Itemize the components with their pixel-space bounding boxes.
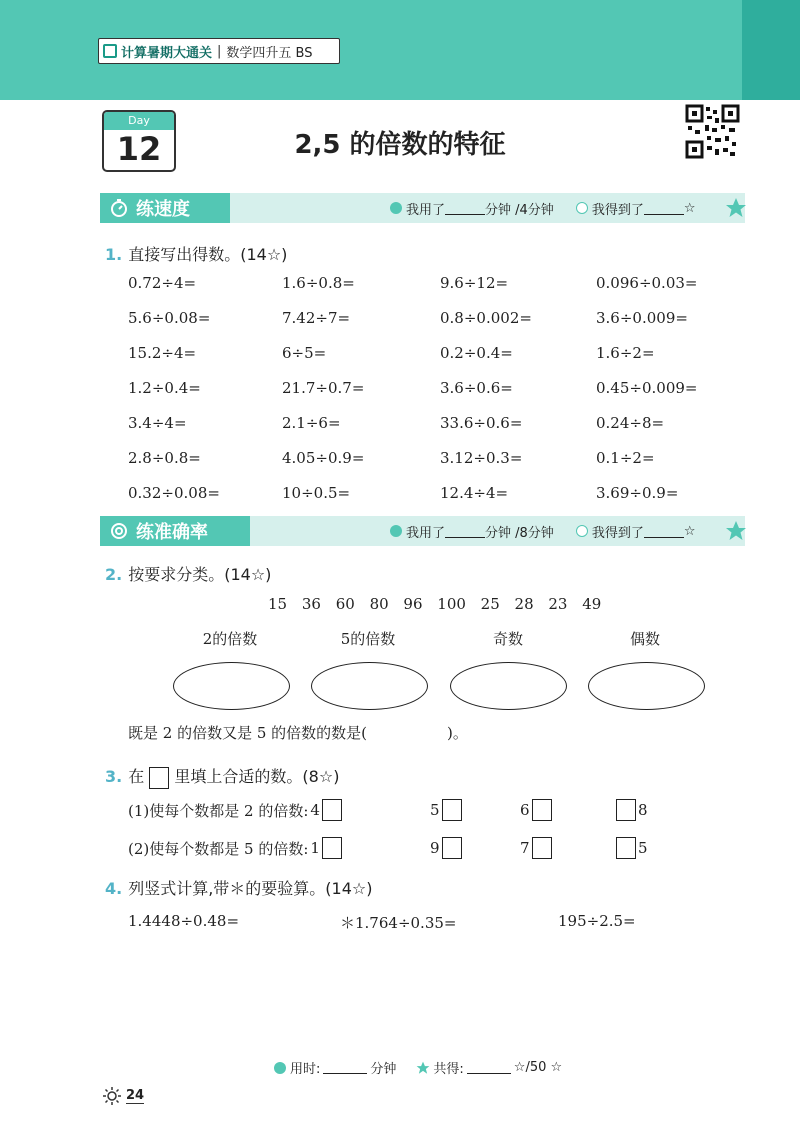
time-blank[interactable] bbox=[323, 1061, 367, 1074]
page-number bbox=[102, 1086, 144, 1106]
category-label: 2的倍数 bbox=[202, 630, 258, 648]
total-prefix: 共得: bbox=[433, 1062, 464, 1077]
calc-item: 9.6÷12= bbox=[440, 274, 509, 292]
got-suffix: ☆ bbox=[683, 523, 696, 539]
q2-title bbox=[105, 562, 271, 585]
got-prefix: 我得到了 bbox=[591, 525, 644, 541]
star-icon bbox=[725, 520, 747, 542]
series-name: 计算暑期大通关 bbox=[121, 45, 213, 61]
section-accuracy-label: 练准确率 bbox=[136, 522, 208, 543]
calc-item: 0.8÷0.002= bbox=[440, 309, 532, 327]
digit: 4 bbox=[310, 801, 320, 819]
calc-row bbox=[128, 375, 728, 410]
calc-item: 0.24÷8= bbox=[596, 414, 665, 432]
check-icon bbox=[576, 525, 588, 537]
calc-row bbox=[128, 445, 728, 480]
day-number: 12 bbox=[116, 130, 162, 168]
calc-item: 4.05÷0.9= bbox=[282, 449, 365, 467]
answer-box[interactable] bbox=[532, 837, 552, 859]
calc-item: 0.72÷4= bbox=[128, 274, 197, 292]
calc-row bbox=[128, 305, 728, 340]
calc-row bbox=[128, 410, 728, 445]
calc-item: 0.45÷0.009= bbox=[596, 379, 698, 397]
day-badge bbox=[102, 110, 176, 172]
vertical-calc-item: 195÷2.5= bbox=[558, 912, 636, 930]
score-blank[interactable] bbox=[644, 202, 684, 215]
used-prefix: 我用了 bbox=[406, 202, 446, 218]
page-title: 2,5 的倍数的特征 bbox=[294, 130, 506, 160]
q3-row2 bbox=[128, 837, 748, 865]
answer-box[interactable] bbox=[442, 799, 462, 821]
time-blank[interactable] bbox=[445, 525, 485, 538]
star-icon bbox=[416, 1061, 430, 1075]
time-suffix: 分钟 bbox=[370, 1062, 397, 1077]
answer-ellipse[interactable] bbox=[588, 662, 705, 710]
total-suffix: ☆/50 ☆ bbox=[513, 1060, 563, 1075]
total-blank[interactable] bbox=[467, 1061, 511, 1074]
vertical-calc-item: ＊1.764÷0.35= bbox=[340, 914, 457, 932]
row2-label: (2)使每个数都是 5 的倍数: bbox=[128, 839, 309, 858]
q2-both-line bbox=[128, 722, 468, 743]
digit: 7 bbox=[520, 839, 530, 857]
stopwatch-icon bbox=[110, 199, 128, 217]
calc-item: 21.7÷0.7= bbox=[282, 379, 365, 397]
q3-row1 bbox=[128, 799, 748, 827]
digit: 1 bbox=[310, 839, 320, 857]
digit: 9 bbox=[430, 839, 440, 857]
calc-item: 1.2÷0.4= bbox=[128, 379, 201, 397]
time-prefix: 用时: bbox=[290, 1062, 321, 1077]
calc-item: 0.32÷0.08= bbox=[128, 484, 220, 502]
separator: | bbox=[217, 43, 222, 59]
calc-item: 0.1÷2= bbox=[596, 449, 655, 467]
row1-label: (1)使每个数都是 2 的倍数: bbox=[128, 801, 309, 820]
calc-item: 1.6÷0.8= bbox=[282, 274, 355, 292]
q1-calc-grid bbox=[128, 270, 728, 515]
q1-title bbox=[105, 242, 287, 265]
star-icon bbox=[725, 197, 747, 219]
calc-item: 2.8÷0.8= bbox=[128, 449, 201, 467]
calc-item: 5.6÷0.08= bbox=[128, 309, 211, 327]
calc-item: 3.12÷0.3= bbox=[440, 449, 523, 467]
got-suffix: ☆ bbox=[683, 200, 696, 216]
page-number-text: 24 bbox=[126, 1088, 145, 1103]
answer-ellipse[interactable] bbox=[311, 662, 428, 710]
calc-item: 1.6÷2= bbox=[596, 344, 655, 362]
q2-number: 2. bbox=[105, 565, 123, 584]
digit: 5 bbox=[430, 801, 440, 819]
grade-label: 数学四升五 BS bbox=[226, 45, 313, 61]
q1-text: 直接写出得数。(14☆) bbox=[128, 245, 288, 264]
fill-cell bbox=[520, 799, 552, 821]
check-icon bbox=[576, 202, 588, 214]
calc-row bbox=[128, 270, 728, 305]
clock-icon bbox=[273, 1061, 287, 1075]
q4-title bbox=[105, 876, 373, 899]
category-label: 奇数 bbox=[492, 630, 523, 648]
calc-row bbox=[128, 340, 728, 375]
clock-icon bbox=[390, 202, 402, 214]
answer-box[interactable] bbox=[532, 799, 552, 821]
box-icon bbox=[149, 767, 169, 789]
fill-cell bbox=[430, 799, 462, 821]
calc-item: 7.42÷7= bbox=[282, 309, 351, 327]
both-suffix: )。 bbox=[447, 724, 468, 742]
used-suffix: 分钟 /8分钟 bbox=[485, 525, 554, 541]
section-accuracy-tab bbox=[100, 516, 250, 546]
section-speed-label: 练速度 bbox=[136, 199, 190, 220]
series-label bbox=[98, 38, 340, 64]
q4-text: 列竖式计算,带＊的要验算。(14☆) bbox=[128, 879, 373, 898]
digit: 8 bbox=[638, 801, 648, 819]
calc-item: 3.4÷4= bbox=[128, 414, 187, 432]
answer-ellipse[interactable] bbox=[173, 662, 290, 710]
section-accuracy-bar bbox=[100, 516, 745, 546]
section-speed-bar bbox=[100, 193, 745, 223]
both-prefix: 既是 2 的倍数又是 5 的倍数的数是( bbox=[128, 724, 368, 742]
section-accuracy-info bbox=[390, 516, 695, 546]
fill-cell bbox=[128, 837, 342, 859]
calc-item: 10÷0.5= bbox=[282, 484, 351, 502]
category-label: 5的倍数 bbox=[340, 630, 396, 648]
fill-cell bbox=[430, 837, 462, 859]
q3-title bbox=[105, 764, 339, 789]
q3-text-before: 在 bbox=[128, 767, 145, 786]
answer-box[interactable] bbox=[616, 837, 636, 859]
calc-item: 12.4÷4= bbox=[440, 484, 509, 502]
calc-item: 15.2÷4= bbox=[128, 344, 197, 362]
calc-item: 6÷5= bbox=[282, 344, 327, 362]
qr-code-icon[interactable] bbox=[685, 104, 740, 159]
footer-summary bbox=[273, 1058, 562, 1077]
target-icon bbox=[110, 522, 128, 540]
score-blank[interactable] bbox=[644, 525, 684, 538]
section-speed-tab bbox=[100, 193, 230, 223]
q2-number-list: 15 36 60 80 96 100 25 28 23 49 bbox=[268, 595, 602, 613]
answer-ellipse[interactable] bbox=[450, 662, 567, 710]
q4-number: 4. bbox=[105, 879, 123, 898]
answer-box[interactable] bbox=[322, 837, 342, 859]
calc-item: 0.2÷0.4= bbox=[440, 344, 513, 362]
calc-item: 3.6÷0.009= bbox=[596, 309, 688, 327]
q1-number: 1. bbox=[105, 245, 123, 264]
clock-icon bbox=[390, 525, 402, 537]
book-icon bbox=[103, 44, 117, 58]
calc-item: 33.6÷0.6= bbox=[440, 414, 523, 432]
day-label: Day bbox=[104, 112, 174, 130]
header-band-right bbox=[742, 0, 800, 100]
calc-row bbox=[128, 480, 728, 515]
answer-box[interactable] bbox=[616, 799, 636, 821]
digit: 6 bbox=[520, 801, 530, 819]
vertical-calc-item: 1.4448÷0.48= bbox=[128, 912, 240, 930]
fill-cell bbox=[616, 799, 648, 821]
digit: 5 bbox=[638, 839, 648, 857]
used-suffix: 分钟 /4分钟 bbox=[485, 202, 554, 218]
answer-box[interactable] bbox=[322, 799, 342, 821]
calc-item: 2.1÷6= bbox=[282, 414, 341, 432]
calc-item: 0.096÷0.03= bbox=[596, 274, 698, 292]
got-prefix: 我得到了 bbox=[591, 202, 644, 218]
calc-item: 3.69÷0.9= bbox=[596, 484, 679, 502]
q2-text: 按要求分类。(14☆) bbox=[128, 565, 272, 584]
section-speed-info bbox=[390, 193, 695, 223]
answer-box[interactable] bbox=[442, 837, 462, 859]
fill-cell bbox=[520, 837, 552, 859]
q3-text-after: 里填上合适的数。(8☆) bbox=[174, 767, 340, 786]
q3-number: 3. bbox=[105, 767, 123, 786]
category-label: 偶数 bbox=[629, 630, 660, 648]
calc-item: 3.6÷0.6= bbox=[440, 379, 513, 397]
sun-icon bbox=[102, 1086, 122, 1106]
fill-cell bbox=[616, 837, 648, 859]
time-blank[interactable] bbox=[445, 202, 485, 215]
used-prefix: 我用了 bbox=[406, 525, 446, 541]
fill-cell bbox=[128, 799, 342, 821]
